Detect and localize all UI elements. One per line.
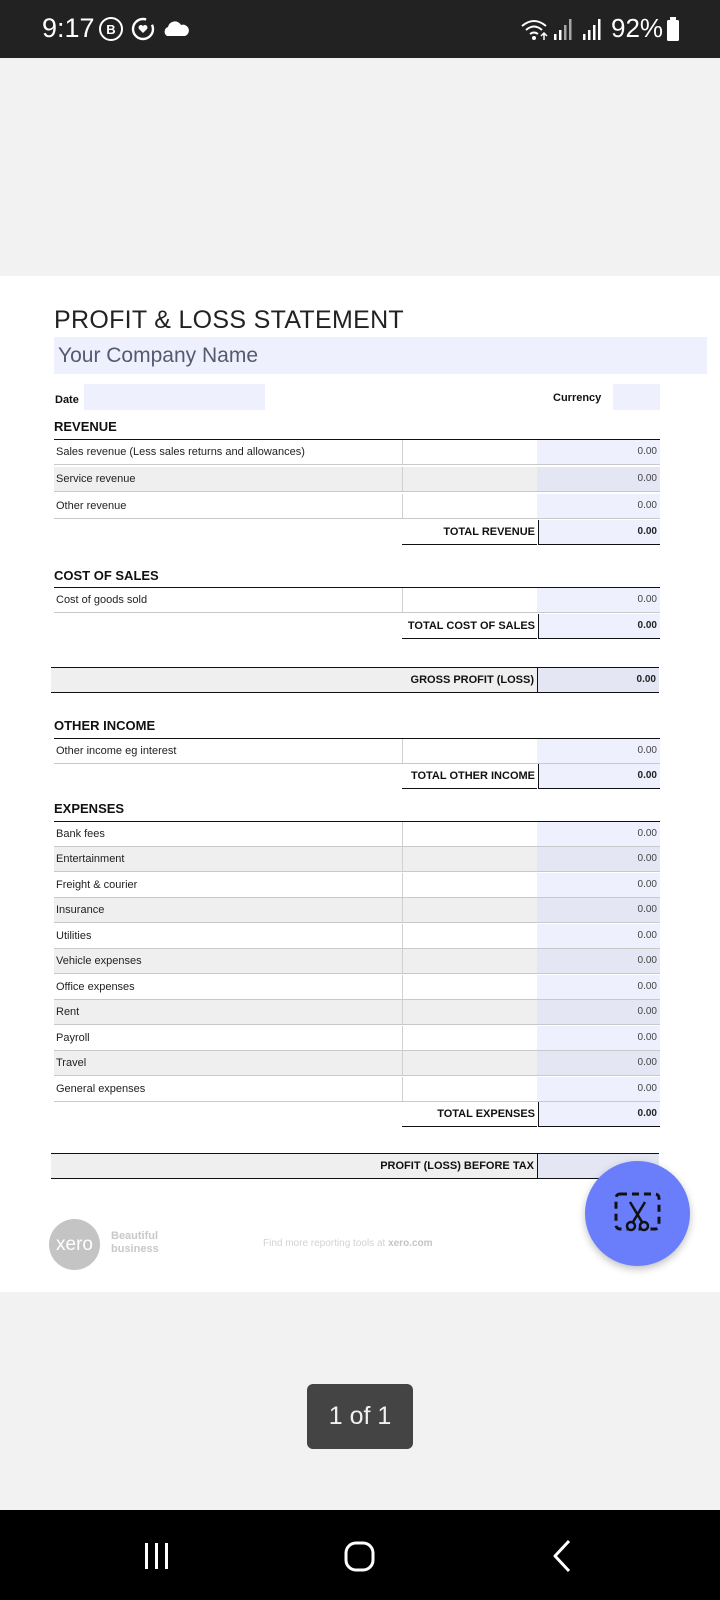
row-value-cell[interactable] xyxy=(537,1000,660,1024)
home-icon[interactable] xyxy=(336,1532,384,1580)
total-cost-of-sales-label: TOTAL COST OF SALES xyxy=(407,620,535,632)
total-other-income-value: 0.00 xyxy=(637,770,657,781)
row-value-cell[interactable] xyxy=(537,898,660,922)
total-cost-of-sales xyxy=(402,614,660,638)
status-bar xyxy=(0,0,720,58)
row-value: 0.00 xyxy=(637,853,657,864)
navigation-bar xyxy=(0,1510,720,1600)
row-value-cell[interactable] xyxy=(537,467,660,491)
gross-profit-value-cell xyxy=(537,668,659,692)
row-label: Payroll xyxy=(56,1032,90,1044)
total-revenue xyxy=(402,520,660,544)
row-label: Bank fees xyxy=(56,828,105,840)
expense-row xyxy=(54,898,660,923)
row-value: 0.00 xyxy=(637,500,657,511)
row-value-cell[interactable] xyxy=(537,822,660,846)
row-label: Freight & courier xyxy=(56,879,138,891)
row-label: Sales revenue (Less sales returns and allowances) xyxy=(56,446,305,458)
row-notes-cell[interactable] xyxy=(402,1026,539,1050)
revenue-row xyxy=(54,494,660,519)
revenue-heading: REVENUE xyxy=(54,419,117,434)
row-label: Other revenue xyxy=(56,500,127,512)
row-value: 0.00 xyxy=(637,446,657,457)
profit-before-tax-label: PROFIT (LOSS) BEFORE TAX xyxy=(380,1160,534,1172)
row-label: Cost of goods sold xyxy=(56,594,148,606)
row-notes-cell[interactable] xyxy=(402,1077,539,1101)
row-label: Entertainment xyxy=(56,853,125,865)
row-notes-cell[interactable] xyxy=(402,1000,539,1024)
row-value: 0.00 xyxy=(637,930,657,941)
row-label: Vehicle expenses xyxy=(56,955,142,967)
row-value-cell[interactable] xyxy=(537,588,660,612)
row-notes-cell[interactable] xyxy=(402,1051,539,1075)
expense-row xyxy=(54,822,660,847)
row-value-cell[interactable] xyxy=(537,739,660,763)
row-notes-cell[interactable] xyxy=(402,873,539,897)
row-label: Office expenses xyxy=(56,981,135,993)
row-value-cell[interactable] xyxy=(537,494,660,518)
row-value-cell[interactable] xyxy=(537,1077,660,1101)
row-value: 0.00 xyxy=(637,473,657,484)
total-cost-of-sales-value: 0.00 xyxy=(637,620,657,631)
row-value-cell[interactable] xyxy=(537,440,660,464)
row-notes-cell[interactable] xyxy=(402,822,539,846)
expense-row xyxy=(54,1077,660,1102)
cloud-icon xyxy=(161,16,191,42)
total-other-income-value-cell xyxy=(538,764,660,789)
row-value-cell[interactable] xyxy=(537,873,660,897)
row-value-cell[interactable] xyxy=(537,847,660,871)
row-value: 0.00 xyxy=(637,981,657,992)
expense-row xyxy=(54,975,660,1000)
tagline-line: business xyxy=(111,1243,159,1255)
total-cost-of-sales-value-cell xyxy=(538,614,660,639)
expense-row xyxy=(54,1000,660,1025)
expense-row xyxy=(54,1051,660,1076)
document-page xyxy=(0,276,720,1292)
expense-row xyxy=(54,924,660,949)
signal-icon xyxy=(582,16,604,42)
footer-note-text: Find more reporting tools at xyxy=(263,1238,386,1249)
row-value: 0.00 xyxy=(637,879,657,890)
sync-heart-icon xyxy=(130,16,156,42)
expenses-heading: EXPENSES xyxy=(54,801,125,816)
gross-profit-label: GROSS PROFIT (LOSS) xyxy=(410,674,534,686)
row-label: Service revenue xyxy=(56,473,136,485)
footer-note xyxy=(263,1238,433,1249)
gross-profit-value: 0.00 xyxy=(636,674,656,685)
row-notes-cell[interactable] xyxy=(402,847,539,871)
company-name: Your Company Name xyxy=(58,344,258,367)
row-label: Other income eg interest xyxy=(56,745,177,757)
cost-row xyxy=(54,588,660,613)
page-indicator: 1 of 1 xyxy=(307,1384,413,1449)
currency-field[interactable] xyxy=(613,384,660,410)
gross-profit-band xyxy=(51,667,659,693)
row-value: 0.00 xyxy=(637,1057,657,1068)
row-notes-cell[interactable] xyxy=(402,898,539,922)
row-value-cell[interactable] xyxy=(537,924,660,948)
row-notes-cell[interactable] xyxy=(402,739,539,763)
row-notes-cell[interactable] xyxy=(402,924,539,948)
row-notes-cell[interactable] xyxy=(402,494,539,518)
row-value: 0.00 xyxy=(637,1006,657,1017)
profit-before-tax-band xyxy=(51,1153,659,1179)
total-expenses-label: TOTAL EXPENSES xyxy=(437,1108,535,1120)
tagline-line: Beautiful xyxy=(111,1230,159,1242)
battery-percent: 92% xyxy=(611,13,664,43)
row-notes-cell[interactable] xyxy=(402,588,539,612)
row-value: 0.00 xyxy=(637,1032,657,1043)
row-label: General expenses xyxy=(56,1083,146,1095)
row-value: 0.00 xyxy=(637,745,657,756)
row-value: 0.00 xyxy=(637,594,657,605)
total-other-income xyxy=(402,764,660,788)
row-value: 0.00 xyxy=(637,904,657,915)
back-icon[interactable] xyxy=(540,1532,588,1580)
total-other-income-label: TOTAL OTHER INCOME xyxy=(410,770,535,782)
total-expenses xyxy=(402,1102,660,1126)
expense-row xyxy=(54,847,660,872)
document-title: PROFIT & LOSS STATEMENT xyxy=(54,306,405,334)
row-notes-cell[interactable] xyxy=(402,467,539,491)
xero-tagline xyxy=(111,1230,159,1256)
screenshot-crop-icon xyxy=(612,1188,663,1239)
status-time: 9:17 xyxy=(42,13,95,43)
revenue-row xyxy=(54,440,660,465)
xero-logo: xero xyxy=(49,1219,100,1270)
total-revenue-label: TOTAL REVENUE xyxy=(443,526,535,538)
currency-label: Currency xyxy=(553,392,602,404)
row-value-cell[interactable] xyxy=(537,1026,660,1050)
row-label: Utilities xyxy=(56,930,92,942)
date-label: Date xyxy=(55,394,79,406)
total-expenses-value-cell xyxy=(538,1102,660,1127)
recent-apps-icon[interactable] xyxy=(133,1532,181,1580)
revenue-row xyxy=(54,467,660,492)
row-label: Rent xyxy=(56,1006,80,1018)
total-revenue-value-cell xyxy=(538,520,660,545)
total-expenses-value: 0.00 xyxy=(637,1108,657,1119)
row-value-cell[interactable] xyxy=(537,1051,660,1075)
row-notes-cell[interactable] xyxy=(402,440,539,464)
row-label: Travel xyxy=(56,1057,87,1069)
b-badge-icon xyxy=(98,16,124,42)
expense-row xyxy=(54,873,660,898)
other-income-heading: OTHER INCOME xyxy=(54,718,156,733)
battery-icon xyxy=(666,16,680,42)
row-value-cell[interactable] xyxy=(537,949,660,973)
row-value-cell[interactable] xyxy=(537,975,660,999)
signal-icon xyxy=(553,16,575,42)
svg-text:B: B xyxy=(106,22,116,37)
date-field[interactable] xyxy=(84,384,265,410)
footer-link[interactable]: xero.com xyxy=(388,1238,433,1249)
row-value: 0.00 xyxy=(637,1083,657,1094)
other-income-row xyxy=(54,739,660,764)
wifi-icon xyxy=(520,16,550,42)
row-notes-cell[interactable] xyxy=(402,975,539,999)
row-label: Insurance xyxy=(56,904,105,916)
cost-of-sales-heading: COST OF SALES xyxy=(54,568,159,583)
screenshot-crop-button[interactable] xyxy=(585,1161,690,1266)
expense-row xyxy=(54,949,660,974)
total-revenue-value: 0.00 xyxy=(637,526,657,537)
row-notes-cell[interactable] xyxy=(402,949,539,973)
expense-row xyxy=(54,1026,660,1051)
row-value: 0.00 xyxy=(637,955,657,966)
row-value: 0.00 xyxy=(637,828,657,839)
company-name-field[interactable] xyxy=(54,337,707,374)
